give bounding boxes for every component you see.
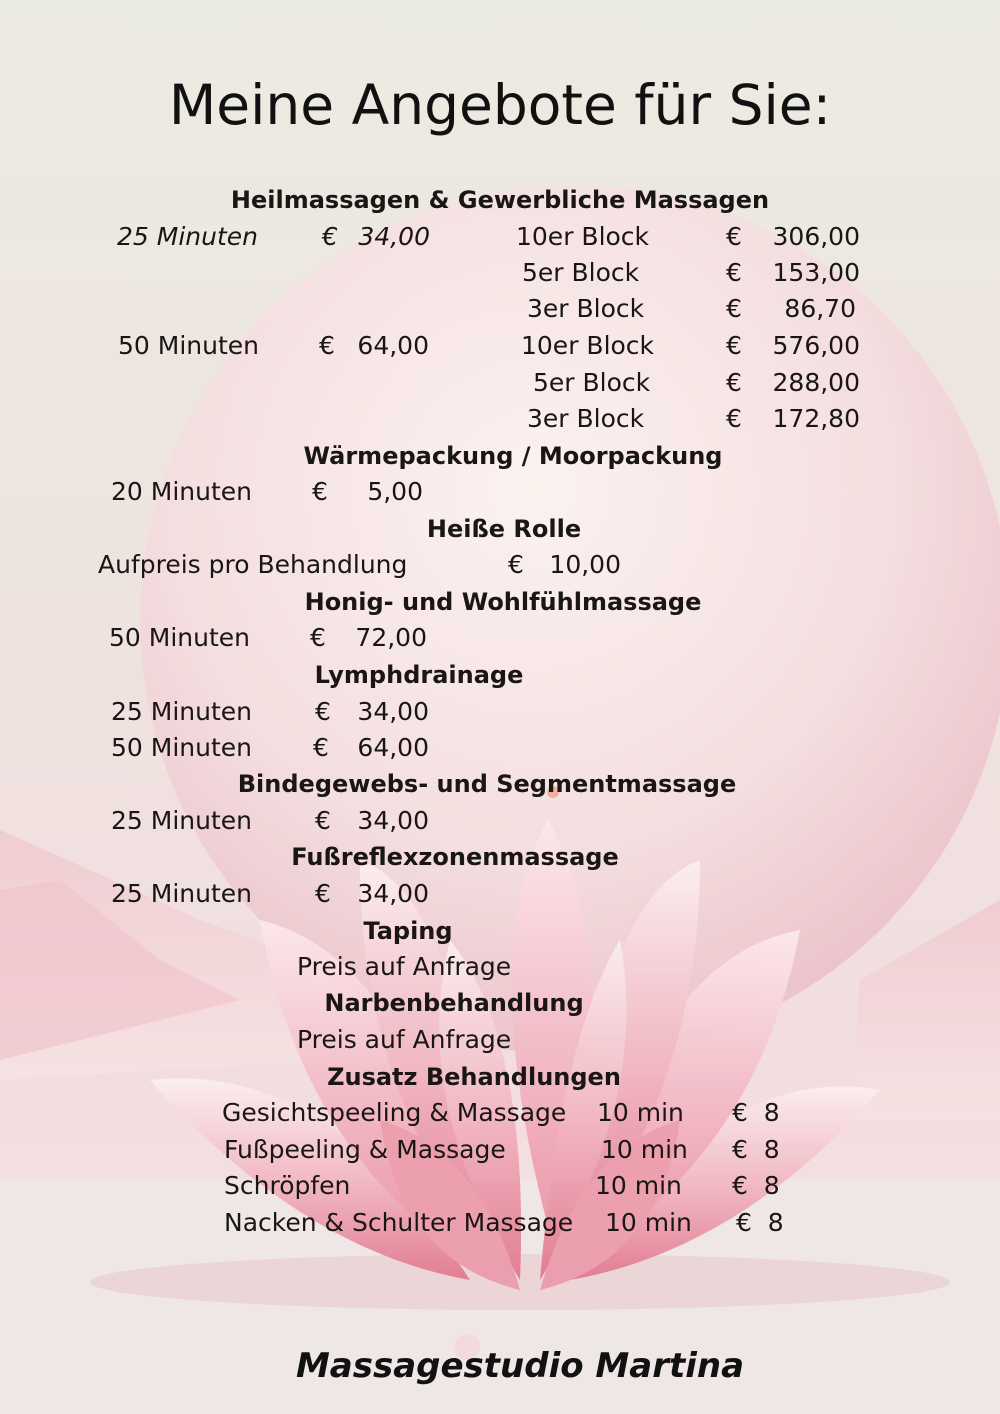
euro-sign: € (726, 258, 742, 287)
price-value: 288,00 (772, 368, 860, 397)
duration-label: 50 Minuten (118, 331, 259, 360)
heading-narben: Narbenbehandlung (324, 989, 584, 1017)
price-value: 172,80 (772, 404, 860, 433)
euro-sign: € (726, 294, 742, 323)
duration-label: 20 Minuten (111, 477, 252, 506)
heading-waermepackung: Wärmepackung / Moorpackung (303, 442, 723, 470)
duration-label: 25 Minuten (111, 697, 252, 726)
duration-label: 25 Minuten (111, 879, 252, 908)
euro-sign: € (726, 222, 742, 251)
block-label: 5er Block (533, 368, 651, 397)
extra-duration: 10 min (605, 1208, 692, 1237)
duration-label: 50 Minuten (111, 733, 252, 762)
price-value: 34,00 (357, 806, 429, 835)
euro-sign: € (315, 806, 331, 835)
euro-sign: € (726, 331, 742, 360)
extra-duration: 10 min (601, 1135, 688, 1164)
extra-label: Fußpeeling & Massage (224, 1135, 506, 1164)
extra-price: € 8 (732, 1098, 780, 1127)
extra-label: Schröpfen (224, 1171, 351, 1200)
extra-price: € 8 (732, 1135, 780, 1164)
euro-sign: € (726, 404, 742, 433)
euro-sign: € (726, 368, 742, 397)
price-value: 34,00 (357, 697, 429, 726)
euro-sign: € (313, 733, 329, 762)
extra-price: € 8 (732, 1171, 780, 1200)
block-label: 10er Block (516, 222, 650, 251)
euro-sign: € (315, 879, 331, 908)
block-label: 3er Block (527, 404, 645, 433)
extra-label: Nacken & Schulter Massage (224, 1208, 574, 1237)
page-title: Meine Angebote für Sie: (168, 73, 832, 137)
price-value: 10,00 (549, 550, 621, 579)
duration-label: 50 Minuten (109, 623, 250, 652)
euro-sign: € (310, 623, 326, 652)
price-value: 153,00 (772, 258, 860, 287)
surcharge-label: Aufpreis pro Behandlung (98, 550, 408, 579)
price-value: 64,00 (357, 331, 429, 360)
price-value: 72,00 (355, 623, 427, 652)
studio-name: Massagestudio Martina (295, 1346, 745, 1386)
price-note: Preis auf Anfrage (297, 952, 512, 981)
extra-duration: 10 min (597, 1098, 684, 1127)
price-note: Preis auf Anfrage (297, 1025, 512, 1054)
euro-sign: € (315, 697, 331, 726)
extra-price: € 8 (736, 1208, 784, 1237)
extra-label: Gesichtspeeling & Massage (222, 1098, 567, 1127)
price-value: 86,70 (784, 294, 856, 323)
heading-heisse-rolle: Heiße Rolle (426, 515, 582, 543)
heading-taping: Taping (363, 917, 453, 945)
heading-zusatz: Zusatz Behandlungen (327, 1063, 621, 1091)
price-value: 34,00 (357, 879, 429, 908)
heading-bindegewebe: Bindegewebs- und Segmentmassage (237, 770, 737, 798)
heading-fussreflex: Fußreflexzonenmassage (291, 843, 619, 871)
heading-honig: Honig- und Wohlfühlmassage (304, 588, 702, 616)
extra-duration: 10 min (595, 1171, 682, 1200)
price-value: 34,00 (358, 222, 430, 251)
euro-sign: € (312, 477, 328, 506)
duration-label: 25 Minuten (111, 806, 252, 835)
euro-sign: € (322, 222, 338, 251)
euro-sign: € (508, 550, 524, 579)
price-value: 306,00 (772, 222, 860, 251)
block-label: 5er Block (522, 258, 640, 287)
price-value: 64,00 (357, 733, 429, 762)
block-label: 10er Block (521, 331, 655, 360)
heading-lymphdrainage: Lymphdrainage (314, 661, 524, 689)
heading-heilmassagen: Heilmassagen & Gewerbliche Massagen (230, 186, 770, 214)
block-label: 3er Block (527, 294, 645, 323)
euro-sign: € (319, 331, 335, 360)
price-value: 5,00 (367, 477, 423, 506)
price-value: 576,00 (772, 331, 860, 360)
duration-label: 25 Minuten (117, 222, 258, 251)
